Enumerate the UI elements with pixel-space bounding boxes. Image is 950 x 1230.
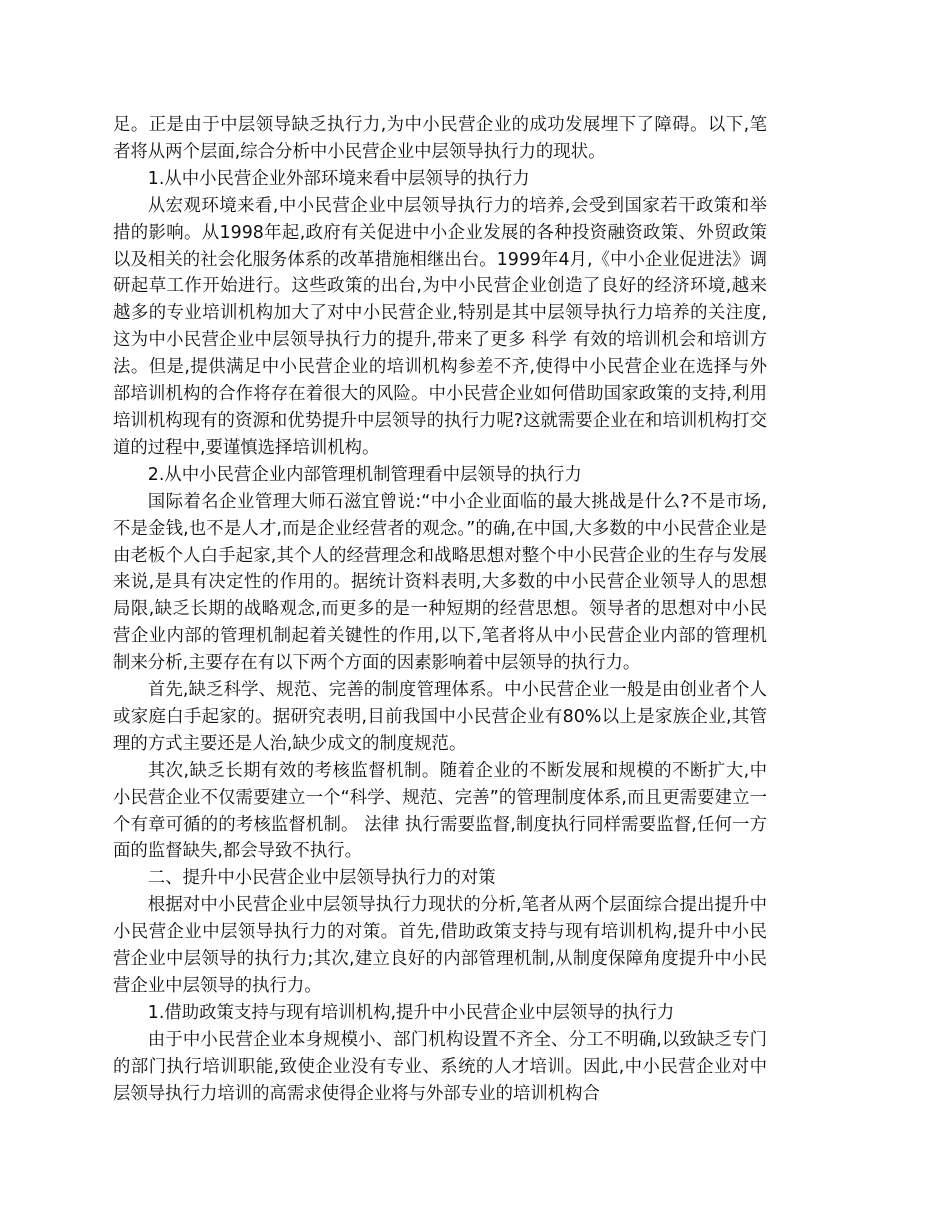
paragraph-training-institutions: 由于中小民营企业本身规模小、部门机构设置不齐全、分工不明确,以致缺乏专门的部门执行培训职能,致使企业没有专业、系统的人才培训。因此,中小民营企业对中层领导执行力培训的高需求使得企业将与外部专业的培训机构合: [113, 1029, 767, 1104]
paragraph-management-philosophy: 国际着名企业管理大师石滋宜曾说:“中小企业面临的最大挑战是什么?不是市场,不是金钱,也不是人才,而是企业经营者的观念。”的确,在中国,大多数的中小民营企业是由老板个人白手起家,其个人的经营理念和战略思想对整个中小民营企业的生存与发展来说,是具有决定性的作用的。据统计资料表明,大多数的中小民营企业领导人的思想局限,缺乏长期的战略观念,而更多的是一种短期的经营思想。领导者的思想对中小民营企业内部的管理机制起着关键性的作用,以下,笔者将从中小民营企业内部的管理机制来分析,主要存在有以下两个方面的因素影响着中层领导的执行力。: [113, 491, 767, 674]
section-heading-countermeasures: 二、提升中小民营企业中层领导执行力的对策: [147, 868, 496, 889]
section-heading-internal-mechanism: 2.从中小民营企业内部管理机制管理看中层领导的执行力: [147, 464, 582, 485]
paragraph-continuation: 足。正是由于中层领导缺乏执行力,为中小民营企业的成功发展埋下了障碍。以下,笔者将从两个层面,综合分析中小民营企业中层领导执行力的现状。: [113, 115, 767, 162]
paragraph-first-factor: 首先,缺乏科学、规范、完善的制度管理体系。中小民营企业一般是由创业者个人或家庭白手起家的。据研究表明,目前我国中小民营企业有80%以上是家族企业,其管理的方式主要还是人治,缺少成文的制度规范。: [113, 680, 767, 754]
section-heading-policy-support: 1.借助政策支持与现有培训机构,提升中小民营企业中层领导的执行力: [147, 1002, 675, 1023]
document-page: [113, 112, 767, 1108]
paragraph-countermeasures-overview: 根据对中小民营企业中层领导执行力现状的分析,笔者从两个层面综合提出提升中小民营企业中层领导执行力的对策。首先,借助政策支持与现有培训机构,提升中小民营企业中层领导的执行力;其次,建立良好的内部管理机制,从制度保障角度提升中小民营企业中层领导的执行力。: [113, 895, 767, 996]
paragraph-macro-environment: 从宏观环境来看,中小民营企业中层领导执行力的培养,会受到国家若干政策和举措的影响。从1998年起,政府有关促进中小企业发展的各种投资融资政策、外贸政策以及相关的社会化服务体系的改革措施相继出台。1999年4月,《中小企业促进法》调研起草工作开始进行。这些政策的出台,为中小民营企业创造了良好的经济环境,越来越多的专业培训机构加大了对中小民营企业,特别是其中层领导执行力培养的关注度,这为中小民营企业中层领导执行力的提升,带来了更多 科学 有效的培训机会和培训方法。但是,提供满足中小民营企业的培训机构参差不齐,使得中小民营企业在选择与外部培训机构的合作将存在着很大的风险。中小民营企业如何借助国家政策的支持,利用培训机构现有的资源和优势提升中层领导的执行力呢?这就需要企业在和培训机构打交道的过程中,要谨慎选择培训机构。: [113, 195, 767, 458]
paragraph-second-factor: 其次,缺乏长期有效的考核监督机制。随着企业的不断发展和规模的不断扩大,中小民营企业不仅需要建立一个“科学、规范、完善”的管理制度体系,而且更需要建立一个有章可循的的考核监督机制。 法律 执行需要监督,制度执行同样需要监督,任何一方面的监督缺失,都会导致不执行。: [113, 760, 767, 862]
section-heading-external-environment: 1.从中小民营企业外部环境来看中层领导的执行力: [147, 168, 530, 189]
